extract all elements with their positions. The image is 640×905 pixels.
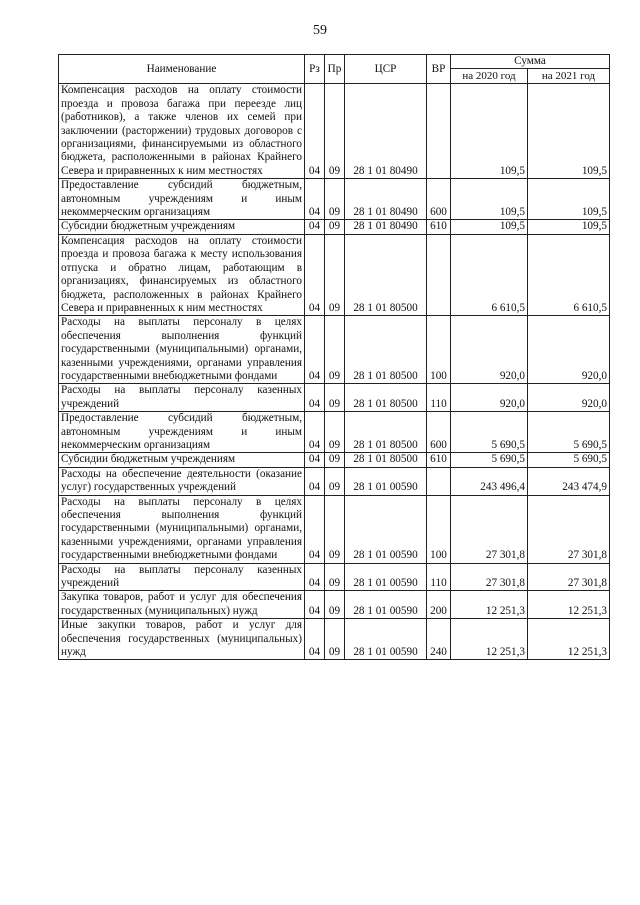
row-csr: 28 1 01 80500 <box>345 412 427 453</box>
row-vr: 200 <box>427 591 451 619</box>
row-csr: 28 1 01 80490 <box>345 84 427 179</box>
row-vr: 600 <box>427 179 451 220</box>
row-sum-2020: 12 251,3 <box>451 619 528 660</box>
row-vr: 240 <box>427 619 451 660</box>
row-sum-2020: 109,5 <box>451 84 528 179</box>
table-row <box>59 467 610 495</box>
row-rz: 04 <box>305 591 325 619</box>
row-pr: 09 <box>325 316 345 384</box>
row-name: Иные закупки товаров, работ и услуг для обеспечения государственных (муниципальных) нужд <box>59 619 305 660</box>
row-rz: 04 <box>305 316 325 384</box>
row-sum-2020: 12 251,3 <box>451 591 528 619</box>
row-sum-2020: 5 690,5 <box>451 412 528 453</box>
budget-table <box>58 54 610 660</box>
row-rz: 04 <box>305 84 325 179</box>
row-sum-2020: 243 496,4 <box>451 467 528 495</box>
header-vr: ВР <box>427 55 451 84</box>
row-csr: 28 1 01 00590 <box>345 563 427 591</box>
row-csr: 28 1 01 80500 <box>345 453 427 467</box>
row-name: Расходы на выплаты персоналу казенных учреждений <box>59 563 305 591</box>
row-pr: 09 <box>325 84 345 179</box>
table-row <box>59 316 610 384</box>
row-pr: 09 <box>325 467 345 495</box>
row-csr: 28 1 01 00590 <box>345 591 427 619</box>
row-sum-2021: 12 251,3 <box>528 591 610 619</box>
row-vr: 610 <box>427 453 451 467</box>
row-rz: 04 <box>305 234 325 315</box>
header-rz: Рз <box>305 55 325 84</box>
row-sum-2021: 27 301,8 <box>528 495 610 563</box>
table-row <box>59 619 610 660</box>
header-csr: ЦСР <box>345 55 427 84</box>
header-name: Наименование <box>59 55 305 84</box>
row-name: Компенсация расходов на оплату стоимости проезда и провоза багажа при переезде лиц (работников), а также членов их семей при заключении (расторжении) трудовых договоров с организациями, финансируемыми из областного бюджета, расположенными в районах Крайнего Севера и приравненных к ним местностях <box>59 84 305 179</box>
row-name: Предоставление субсидий бюджетным, автономным учреждениям и иным некоммерческим организациям <box>59 412 305 453</box>
row-csr: 28 1 01 80500 <box>345 384 427 412</box>
row-sum-2021: 5 690,5 <box>528 412 610 453</box>
row-csr: 28 1 01 80490 <box>345 220 427 234</box>
row-name: Расходы на обеспечение деятельности (оказание услуг) государственных учреждений <box>59 467 305 495</box>
row-sum-2021: 109,5 <box>528 179 610 220</box>
row-sum-2020: 109,5 <box>451 179 528 220</box>
row-sum-2020: 5 690,5 <box>451 453 528 467</box>
row-name: Предоставление субсидий бюджетным, автономным учреждениям и иным некоммерческим организациям <box>59 179 305 220</box>
table-row <box>59 495 610 563</box>
row-sum-2021: 6 610,5 <box>528 234 610 315</box>
header-pr: Пр <box>325 55 345 84</box>
table-body <box>59 84 610 660</box>
table-row <box>59 84 610 179</box>
row-sum-2020: 6 610,5 <box>451 234 528 315</box>
row-pr: 09 <box>325 591 345 619</box>
row-pr: 09 <box>325 495 345 563</box>
row-vr <box>427 467 451 495</box>
row-sum-2021: 920,0 <box>528 316 610 384</box>
header-year-2021: на 2021 год <box>528 69 610 84</box>
page-number: 59 <box>313 23 327 38</box>
table-header <box>59 55 610 84</box>
row-sum-2021: 12 251,3 <box>528 619 610 660</box>
table-row <box>59 412 610 453</box>
row-rz: 04 <box>305 412 325 453</box>
row-pr: 09 <box>325 619 345 660</box>
table-row <box>59 453 610 467</box>
row-vr: 110 <box>427 563 451 591</box>
row-sum-2020: 27 301,8 <box>451 495 528 563</box>
table-row <box>59 563 610 591</box>
row-vr: 610 <box>427 220 451 234</box>
row-sum-2020: 27 301,8 <box>451 563 528 591</box>
row-sum-2021: 109,5 <box>528 84 610 179</box>
row-name: Компенсация расходов на оплату стоимости проезда и провоза багажа к месту использования отпуска и обратно лицам, работающим в организациях, финансируемых из областного бюджета, расположенных в районах Крайнего Севера и приравненных к ним местностях <box>59 234 305 315</box>
row-csr: 28 1 01 80500 <box>345 234 427 315</box>
row-vr <box>427 84 451 179</box>
row-name: Закупка товаров, работ и услуг для обеспечения государственных (муниципальных) нужд <box>59 591 305 619</box>
row-sum-2021: 243 474,9 <box>528 467 610 495</box>
row-rz: 04 <box>305 384 325 412</box>
row-rz: 04 <box>305 179 325 220</box>
row-vr: 600 <box>427 412 451 453</box>
row-vr <box>427 234 451 315</box>
row-vr: 100 <box>427 316 451 384</box>
row-sum-2020: 920,0 <box>451 316 528 384</box>
table-row <box>59 220 610 234</box>
row-name: Расходы на выплаты персоналу в целях обеспечения выполнения функций государственными (муниципальными) органами, казенными учреждениями, органами управления государственными внебюджетными фондами <box>59 495 305 563</box>
row-csr: 28 1 01 80490 <box>345 179 427 220</box>
row-sum-2020: 920,0 <box>451 384 528 412</box>
row-pr: 09 <box>325 234 345 315</box>
row-pr: 09 <box>325 563 345 591</box>
row-sum-2021: 920,0 <box>528 384 610 412</box>
row-vr: 110 <box>427 384 451 412</box>
header-sum: Сумма <box>451 55 610 69</box>
row-csr: 28 1 01 00590 <box>345 619 427 660</box>
row-sum-2021: 109,5 <box>528 220 610 234</box>
table-row <box>59 591 610 619</box>
row-pr: 09 <box>325 453 345 467</box>
row-rz: 04 <box>305 220 325 234</box>
row-rz: 04 <box>305 495 325 563</box>
row-name: Субсидии бюджетным учреждениям <box>59 453 305 467</box>
row-rz: 04 <box>305 619 325 660</box>
table-row <box>59 179 610 220</box>
row-name: Субсидии бюджетным учреждениям <box>59 220 305 234</box>
row-rz: 04 <box>305 453 325 467</box>
row-pr: 09 <box>325 384 345 412</box>
row-pr: 09 <box>325 220 345 234</box>
row-sum-2020: 109,5 <box>451 220 528 234</box>
row-name: Расходы на выплаты персоналу в целях обеспечения выполнения функций государственными (муниципальными) органами, казенными учреждениями, органами управления государственными внебюджетными фондами <box>59 316 305 384</box>
row-sum-2021: 5 690,5 <box>528 453 610 467</box>
row-name: Расходы на выплаты персоналу казенных учреждений <box>59 384 305 412</box>
row-csr: 28 1 01 00590 <box>345 467 427 495</box>
row-csr: 28 1 01 80500 <box>345 316 427 384</box>
row-csr: 28 1 01 00590 <box>345 495 427 563</box>
row-rz: 04 <box>305 563 325 591</box>
table-row <box>59 384 610 412</box>
row-rz: 04 <box>305 467 325 495</box>
row-pr: 09 <box>325 179 345 220</box>
row-sum-2021: 27 301,8 <box>528 563 610 591</box>
row-vr: 100 <box>427 495 451 563</box>
header-year-2020: на 2020 год <box>451 69 528 84</box>
table-row <box>59 234 610 315</box>
row-pr: 09 <box>325 412 345 453</box>
